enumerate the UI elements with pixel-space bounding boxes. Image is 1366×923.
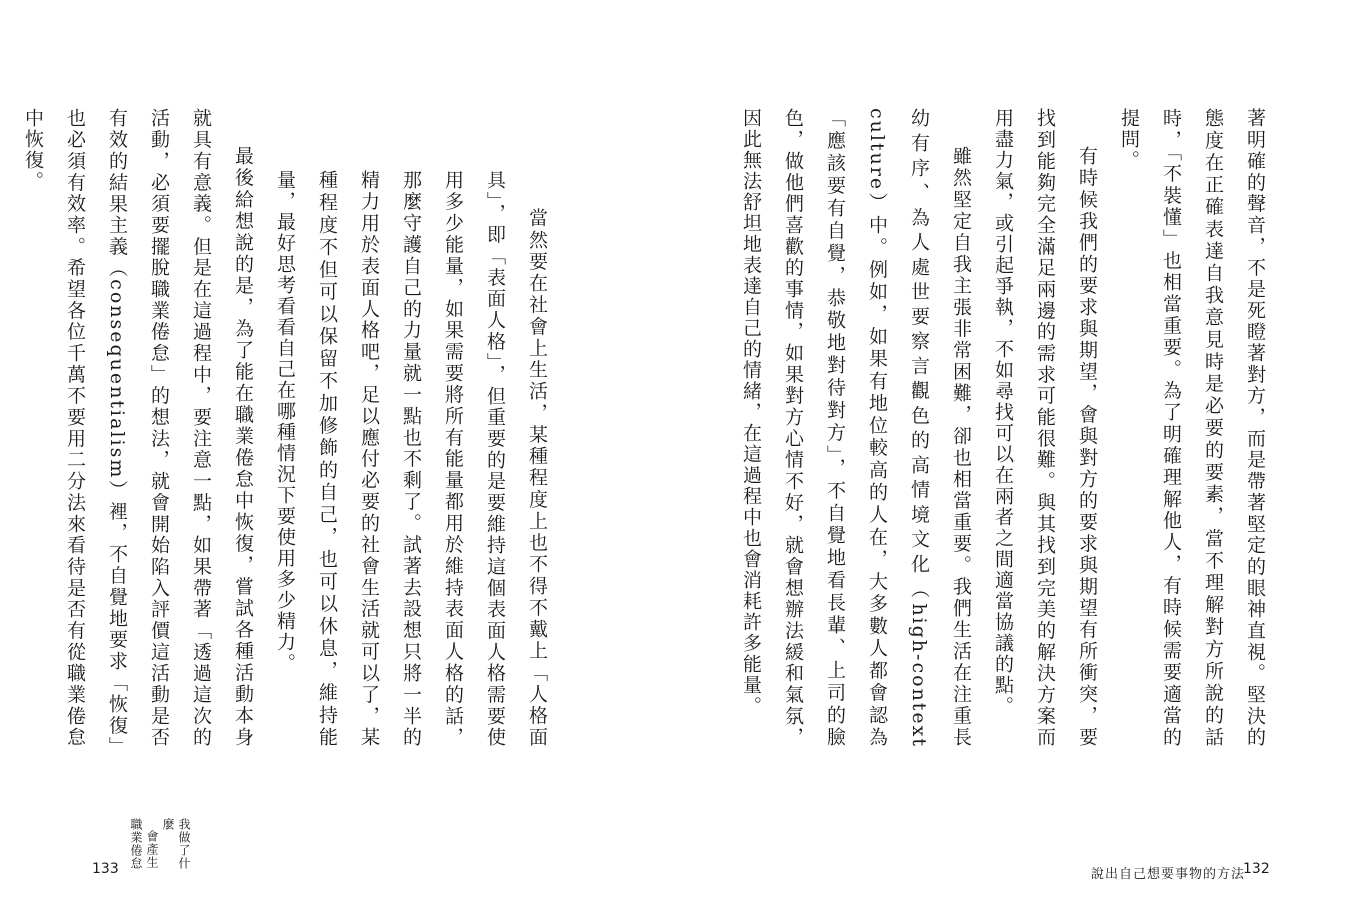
paragraph: 有時候我們的要求與期望，會與對方的要求與期望有所衝突，要找到能夠完全滿足兩邊的需求可能很難。與其找到完美的解決方案而用盡力氣，或引起爭執，不如尋找可以在兩者之間適當協議的點。 xyxy=(992,108,1098,748)
right-page-body xyxy=(736,108,1276,748)
right-page xyxy=(683,0,1366,923)
paragraph: 最後給想說的是，為了能在職業倦怠中恢復，嘗試各種活動本身就具有意義。但是在這過程中，要注意一點，如果帶著「透過這次的活動，必須要擺脫職業倦怠」的想法，就會開始陷入評價這活動是否有效的結果主義（consequentialism）裡，不自覺地要求「恢復」也必須有效率。希望各位千萬不要用二分法來看待是否有從職業倦怠中恢復。 xyxy=(22,108,254,748)
book-title-line: 職業倦怠 xyxy=(129,818,143,870)
paragraph: 當然要在社會上生活，某種程度上也不得不戴上「人格面具」，即「表面人格」，但重要的是要維持這個表面人格需要使用多少能量，如果需要將所有能量都用於維持表面人格的話，那麼守護自己的力量就一點也不剩了。試著去設想只將一半的精力用於表面人格吧，足以應付必要的社會生活就可以了，某種程度不但可以保留不加修飾的自己，也可以休息，維持能量，最好思考看看自己在哪種情況下要使用多少精力。 xyxy=(274,170,548,748)
page-number: 132 xyxy=(1243,861,1270,877)
page-number: 133 xyxy=(92,861,119,877)
paragraph: 著明確的聲音，不是死瞪著對方，而是帶著堅定的眼神直視。堅決的態度在正確表達自我意見時是必要的要素，當不理解對方所說的話時，「不裝懂」也相當重要。為了明確理解他人，有時候需要適當的提問。 xyxy=(1118,108,1266,748)
book-title-line: 我做了什麼 xyxy=(161,818,191,870)
paragraph: 雖然堅定自我主張非常困難，卻也相當重要。我們生活在注重長幼有序、為人處世要察言觀色的高情境文化（high-context culture）中。例如，如果有地位較高的人在，大多數人都會認為「應該要有自覺，恭敬地對待對方」，不自覺地看長輩、上司的臉色，做他們喜歡的事情，如果對方心情不好，就會想辦法緩和氣氛，因此無法舒坦地表達自己的情緒，在這過程中也會消耗許多能量。 xyxy=(740,108,972,748)
book-title xyxy=(129,818,192,882)
left-page-body xyxy=(22,108,558,748)
chapter-title: 說出自己想要事物的方法 xyxy=(1091,867,1246,882)
book-title-line: 會產生 xyxy=(145,830,159,869)
